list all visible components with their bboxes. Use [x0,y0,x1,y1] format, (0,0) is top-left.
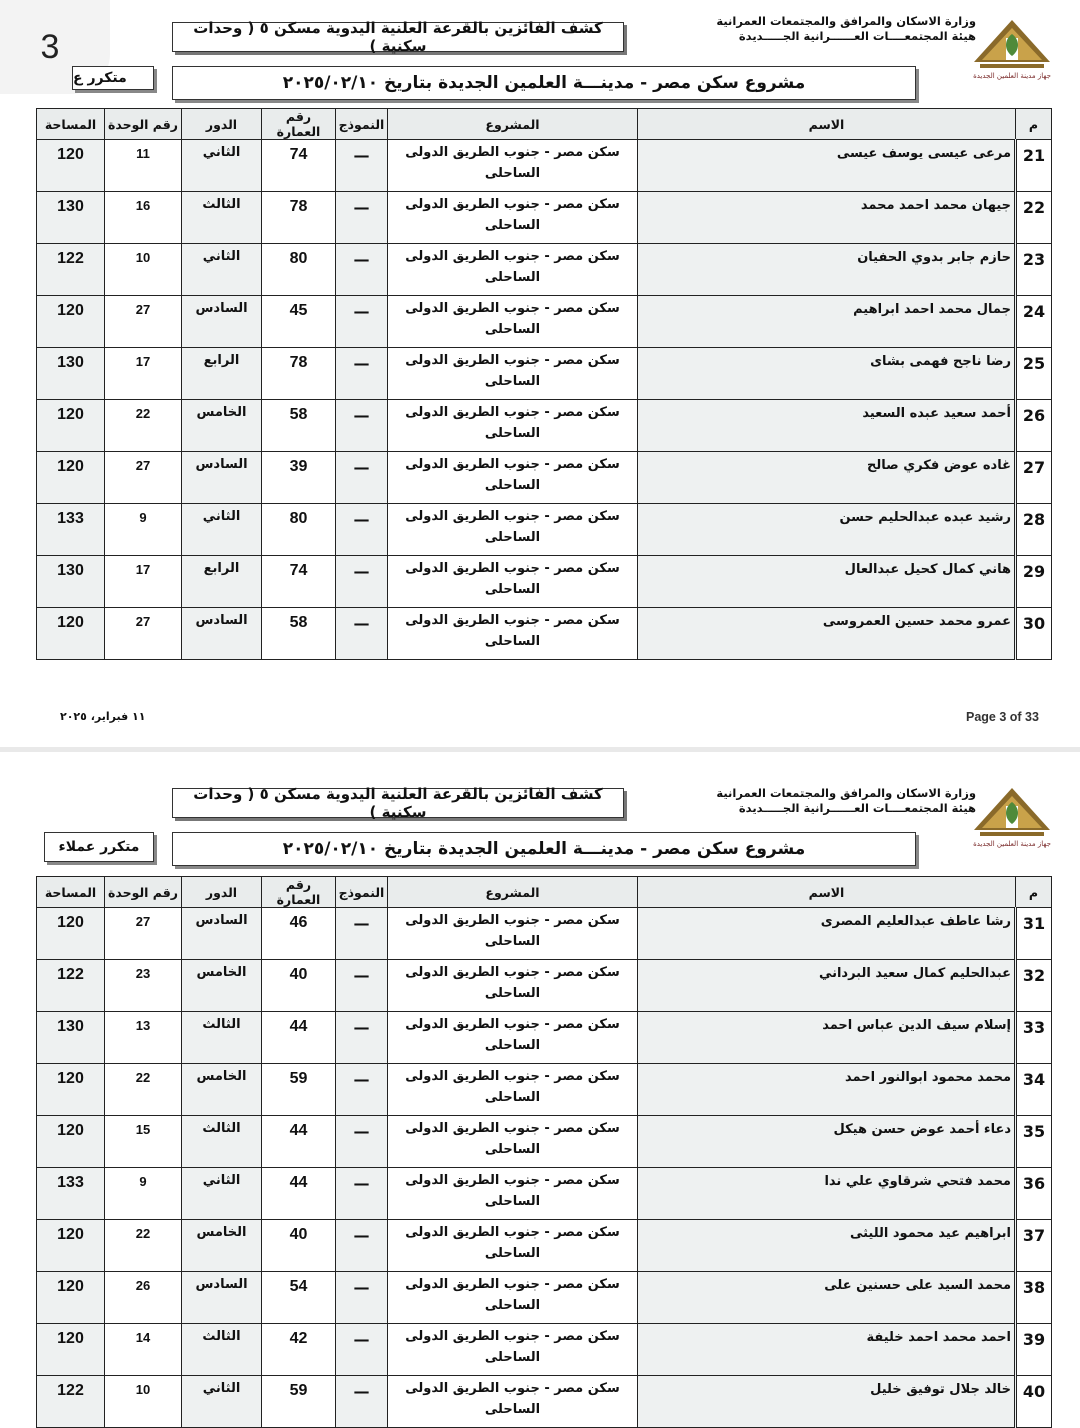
project-line-1: سكن مصر - جنوب الطريق الدولى [405,509,620,524]
building-number: 74 [262,556,336,608]
document-page-2 [0,752,1080,1417]
project-cell [388,1012,638,1064]
project-cell [388,908,638,960]
model-cell: — [336,908,388,960]
floor-cell: الرابع [182,348,262,400]
svg-text:جهاز مدينة العلمين الجديدة: جهاز مدينة العلمين الجديدة [973,840,1051,848]
col-header-unit: رقم الوحدة [105,877,182,908]
area-cell: 133 [37,1168,105,1220]
floor-cell: الثالث [182,1324,262,1376]
floor-cell: الثالث [182,1116,262,1168]
winner-name: احمد محمد احمد خليفة [638,1324,1016,1376]
project-cell [388,400,638,452]
project-line-1: سكن مصر - جنوب الطريق الدولى [405,1069,620,1084]
project-line-1: سكن مصر - جنوب الطريق الدولى [405,913,620,928]
unit-number: 9 [105,504,182,556]
model-cell: — [336,608,388,660]
row-number: 24 [1016,296,1052,348]
unit-number: 27 [105,608,182,660]
project-cell [388,348,638,400]
ministry-line-2: هيئة المجتمعــــات العــــــرانية الجـــــديدة [738,29,976,43]
col-header-name: الاسم [638,109,1016,140]
model-cell: — [336,452,388,504]
col-header-m: م [1016,109,1052,140]
report-title: كشف الفائزين بالقرعة العلنية اليدوية مسكن ٥ ( وحدات سكنية ) [172,22,624,52]
project-line-2: الساحلى [484,1090,541,1105]
col-header-model: النموذج [336,109,388,140]
winner-name: هاني كمال كحيل عبدالعال [638,556,1016,608]
floor-cell: السادس [182,296,262,348]
row-number: 34 [1016,1064,1052,1116]
winners-table-page-2 [36,876,1052,1428]
model-cell: — [336,504,388,556]
project-line-1: سكن مصر - جنوب الطريق الدولى [405,1225,620,1240]
project-cell [388,1116,638,1168]
ministry-header [716,786,976,816]
building-number: 54 [262,1272,336,1324]
unit-number: 9 [105,1168,182,1220]
winner-name: رضا ناجح فهمى بشاى [638,348,1016,400]
project-heading: مشروع سكن مصر - مدينـــة العلمين الجديدة بتاريخ ٢٠٢٥/٠٢/١٠ [172,832,916,866]
winner-name: رشا عاطف عبدالعليم المصرى [638,908,1016,960]
winner-name: محمد السيد على حسنين على [638,1272,1016,1324]
unit-number: 23 [105,960,182,1012]
unit-number: 22 [105,1220,182,1272]
row-number: 22 [1016,192,1052,244]
table-row [37,1116,1052,1168]
model-cell: — [336,1220,388,1272]
floor-cell: السادس [182,608,262,660]
table-row [37,960,1052,1012]
winner-name: حازم جابر بدوي الحفيان [638,244,1016,296]
row-number: 30 [1016,608,1052,660]
table-row [37,608,1052,660]
building-number: 78 [262,192,336,244]
floor-cell: الثاني [182,504,262,556]
project-heading: مشروع سكن مصر - مدينـــة العلمين الجديدة بتاريخ ٢٠٢٥/٠٢/١٠ [172,66,916,100]
area-cell: 122 [37,244,105,296]
project-line-1: سكن مصر - جنوب الطريق الدولى [405,145,620,160]
col-header-m: م [1016,877,1052,908]
floor-cell: الثاني [182,1376,262,1428]
model-cell: — [336,192,388,244]
unit-number: 22 [105,1064,182,1116]
table-row [37,1324,1052,1376]
model-cell: — [336,1012,388,1064]
project-line-2: الساحلى [484,1298,541,1313]
project-cell [388,1168,638,1220]
floor-cell: الخامس [182,400,262,452]
model-cell: — [336,960,388,1012]
floor-cell: الخامس [182,1220,262,1272]
unit-number: 13 [105,1012,182,1064]
floor-cell: السادس [182,1272,262,1324]
floor-cell: السادس [182,452,262,504]
row-number: 26 [1016,400,1052,452]
project-cell [388,556,638,608]
project-line-2: الساحلى [484,374,541,389]
project-line-2: الساحلى [484,1350,541,1365]
col-header-building: رقم العمارة [262,877,336,908]
project-cell [388,244,638,296]
building-number: 58 [262,400,336,452]
table-row [37,908,1052,960]
row-number: 32 [1016,960,1052,1012]
winners-table-page-1 [36,108,1052,660]
project-line-1: سكن مصر - جنوب الطريق الدولى [405,1329,620,1344]
col-header-floor: الدور [182,877,262,908]
area-cell: 130 [37,348,105,400]
row-number: 21 [1016,140,1052,192]
table-row [37,1168,1052,1220]
col-header-model: النموذج [336,877,388,908]
building-number: 58 [262,608,336,660]
building-number: 78 [262,348,336,400]
table-row [37,192,1052,244]
building-number: 80 [262,244,336,296]
col-header-project: المشروع [388,109,638,140]
project-line-1: سكن مصر - جنوب الطريق الدولى [405,197,620,212]
unit-number: 11 [105,140,182,192]
unit-number: 10 [105,1376,182,1428]
project-line-2: الساحلى [484,530,541,545]
winner-name: ابراهيم عيد محمود الليثى [638,1220,1016,1272]
unit-number: 15 [105,1116,182,1168]
project-cell [388,504,638,556]
table-row [37,1272,1052,1324]
winner-name: عبدالحليم كمال سعيد البرداني [638,960,1016,1012]
building-number: 44 [262,1012,336,1064]
floor-cell: الثاني [182,140,262,192]
footer-page-number: Page 3 of 33 [966,710,1039,724]
area-cell: 122 [37,1376,105,1428]
area-cell: 120 [37,296,105,348]
row-number: 36 [1016,1168,1052,1220]
unit-number: 14 [105,1324,182,1376]
row-number: 38 [1016,1272,1052,1324]
project-cell [388,1220,638,1272]
page-number-badge: 3 [0,0,110,94]
building-number: 40 [262,960,336,1012]
building-number: 42 [262,1324,336,1376]
project-line-2: الساحلى [484,1402,541,1417]
ministry-header [716,14,976,44]
table-row [37,1220,1052,1272]
project-line-1: سكن مصر - جنوب الطريق الدولى [405,965,620,980]
model-cell: — [336,348,388,400]
project-cell [388,140,638,192]
table-row [37,244,1052,296]
table-row [37,348,1052,400]
unit-number: 16 [105,192,182,244]
area-cell: 120 [37,1272,105,1324]
winner-name: إسلام سيف الدين عباس احمد [638,1012,1016,1064]
table-row [37,1012,1052,1064]
unit-number: 17 [105,556,182,608]
area-cell: 120 [37,400,105,452]
project-cell [388,452,638,504]
col-header-name: الاسم [638,877,1016,908]
project-cell [388,960,638,1012]
ministry-line-1: وزارة الاسكان والمرافق والمجتمعات العمرانية [716,786,976,800]
project-line-1: سكن مصر - جنوب الطريق الدولى [405,613,620,628]
project-line-1: سكن مصر - جنوب الطريق الدولى [405,353,620,368]
repeated-clients-label: متكرر ع [72,66,154,90]
area-cell: 120 [37,1064,105,1116]
row-number: 28 [1016,504,1052,556]
building-number: 39 [262,452,336,504]
col-header-building: رقم العمارة [262,109,336,140]
project-cell [388,1272,638,1324]
model-cell: — [336,1376,388,1428]
unit-number: 22 [105,400,182,452]
model-cell: — [336,1272,388,1324]
model-cell: — [336,1168,388,1220]
building-number: 40 [262,1220,336,1272]
area-cell: 130 [37,1012,105,1064]
table-row [37,504,1052,556]
col-header-area: المساحة [37,877,105,908]
project-line-2: الساحلى [484,1038,541,1053]
project-line-1: سكن مصر - جنوب الطريق الدولى [405,561,620,576]
table-row [37,556,1052,608]
project-line-2: الساحلى [484,582,541,597]
floor-cell: الخامس [182,1064,262,1116]
model-cell: — [336,1324,388,1376]
row-number: 31 [1016,908,1052,960]
model-cell: — [336,140,388,192]
area-cell: 120 [37,608,105,660]
winner-name: مرعى عيسى يوسف عيسى [638,140,1016,192]
model-cell: — [336,296,388,348]
project-line-2: الساحلى [484,322,541,337]
winner-name: محمد فتحي شرقاوي علي ندا [638,1168,1016,1220]
building-number: 44 [262,1116,336,1168]
unit-number: 10 [105,244,182,296]
area-cell: 120 [37,1116,105,1168]
svg-text:جهاز مدينة العلمين الجديدة: جهاز مدينة العلمين الجديدة [973,72,1051,80]
area-cell: 130 [37,192,105,244]
col-header-unit: رقم الوحدة [105,109,182,140]
project-line-1: سكن مصر - جنوب الطريق الدولى [405,1173,620,1188]
floor-cell: الثالث [182,192,262,244]
footer-date: ١١ فبراير، ٢٠٢٥ [60,710,146,723]
model-cell: — [336,1064,388,1116]
unit-number: 26 [105,1272,182,1324]
row-number: 35 [1016,1116,1052,1168]
col-header-project: المشروع [388,877,638,908]
project-cell [388,1064,638,1116]
floor-cell: الثاني [182,1168,262,1220]
area-cell: 120 [37,452,105,504]
project-cell [388,1376,638,1428]
authority-logo-icon [970,784,1054,850]
table-row [37,452,1052,504]
project-line-2: الساحلى [484,270,541,285]
ministry-line-1: وزارة الاسكان والمرافق والمجتمعات العمرانية [716,14,976,28]
project-line-1: سكن مصر - جنوب الطريق الدولى [405,1381,620,1396]
building-number: 59 [262,1064,336,1116]
model-cell: — [336,400,388,452]
area-cell: 122 [37,960,105,1012]
unit-number: 17 [105,348,182,400]
unit-number: 27 [105,296,182,348]
project-line-2: الساحلى [484,1142,541,1157]
winner-name: غاده عوض فكري صالح [638,452,1016,504]
building-number: 80 [262,504,336,556]
project-line-1: سكن مصر - جنوب الطريق الدولى [405,249,620,264]
building-number: 59 [262,1376,336,1428]
ministry-line-2: هيئة المجتمعــــات العــــــرانية الجـــــديدة [738,801,976,815]
winner-name: جمال محمد احمد ابراهيم [638,296,1016,348]
project-line-2: الساحلى [484,986,541,1001]
row-number: 23 [1016,244,1052,296]
floor-cell: السادس [182,908,262,960]
project-cell [388,1324,638,1376]
table-header-row [37,877,1052,908]
row-number: 29 [1016,556,1052,608]
model-cell: — [336,556,388,608]
table-header-row [37,109,1052,140]
row-number: 27 [1016,452,1052,504]
unit-number: 27 [105,452,182,504]
project-line-1: سكن مصر - جنوب الطريق الدولى [405,1121,620,1136]
col-header-floor: الدور [182,109,262,140]
row-number: 39 [1016,1324,1052,1376]
winner-name: رشيد عبده عبدالحليم حسن [638,504,1016,556]
table-row [37,1376,1052,1428]
project-cell [388,608,638,660]
project-line-1: سكن مصر - جنوب الطريق الدولى [405,301,620,316]
repeated-clients-label: متكرر عملاء [44,832,154,862]
project-line-2: الساحلى [484,1194,541,1209]
winner-name: دعاء أحمد عوض حسن هيكل [638,1116,1016,1168]
winner-name: جيهان محمد احمد محمد [638,192,1016,244]
unit-number: 27 [105,908,182,960]
row-number: 33 [1016,1012,1052,1064]
authority-logo-icon [970,16,1054,82]
project-cell [388,296,638,348]
floor-cell: الخامس [182,960,262,1012]
winner-name: عمرو محمد حسين العمروسى [638,608,1016,660]
winner-name: أحمد سعيد عبده السعيد [638,400,1016,452]
area-cell: 130 [37,556,105,608]
project-line-1: سكن مصر - جنوب الطريق الدولى [405,1017,620,1032]
winner-name: محمد محمود ابوالنور احمد [638,1064,1016,1116]
row-number: 40 [1016,1376,1052,1428]
floor-cell: الثالث [182,1012,262,1064]
project-line-2: الساحلى [484,1246,541,1261]
model-cell: — [336,1116,388,1168]
model-cell: — [336,244,388,296]
area-cell: 120 [37,1220,105,1272]
area-cell: 133 [37,504,105,556]
table-row [37,1064,1052,1116]
project-line-2: الساحلى [484,426,541,441]
project-line-2: الساحلى [484,478,541,493]
area-cell: 120 [37,908,105,960]
project-line-1: سكن مصر - جنوب الطريق الدولى [405,405,620,420]
building-number: 45 [262,296,336,348]
project-line-1: سكن مصر - جنوب الطريق الدولى [405,457,620,472]
area-cell: 120 [37,140,105,192]
table-row [37,400,1052,452]
floor-cell: الثاني [182,244,262,296]
table-row [37,296,1052,348]
building-number: 46 [262,908,336,960]
table-row [37,140,1052,192]
project-line-2: الساحلى [484,166,541,181]
project-line-2: الساحلى [484,934,541,949]
floor-cell: الرابع [182,556,262,608]
project-line-1: سكن مصر - جنوب الطريق الدولى [405,1277,620,1292]
project-line-2: الساحلى [484,218,541,233]
col-header-area: المساحة [37,109,105,140]
building-number: 74 [262,140,336,192]
project-line-2: الساحلى [484,634,541,649]
project-cell [388,192,638,244]
winner-name: خالد جلال توفيق خليل [638,1376,1016,1428]
row-number: 37 [1016,1220,1052,1272]
report-title: كشف الفائزين بالقرعة العلنية اليدوية مسكن ٥ ( وحدات سكنية ) [172,788,624,818]
row-number: 25 [1016,348,1052,400]
building-number: 44 [262,1168,336,1220]
area-cell: 120 [37,1324,105,1376]
